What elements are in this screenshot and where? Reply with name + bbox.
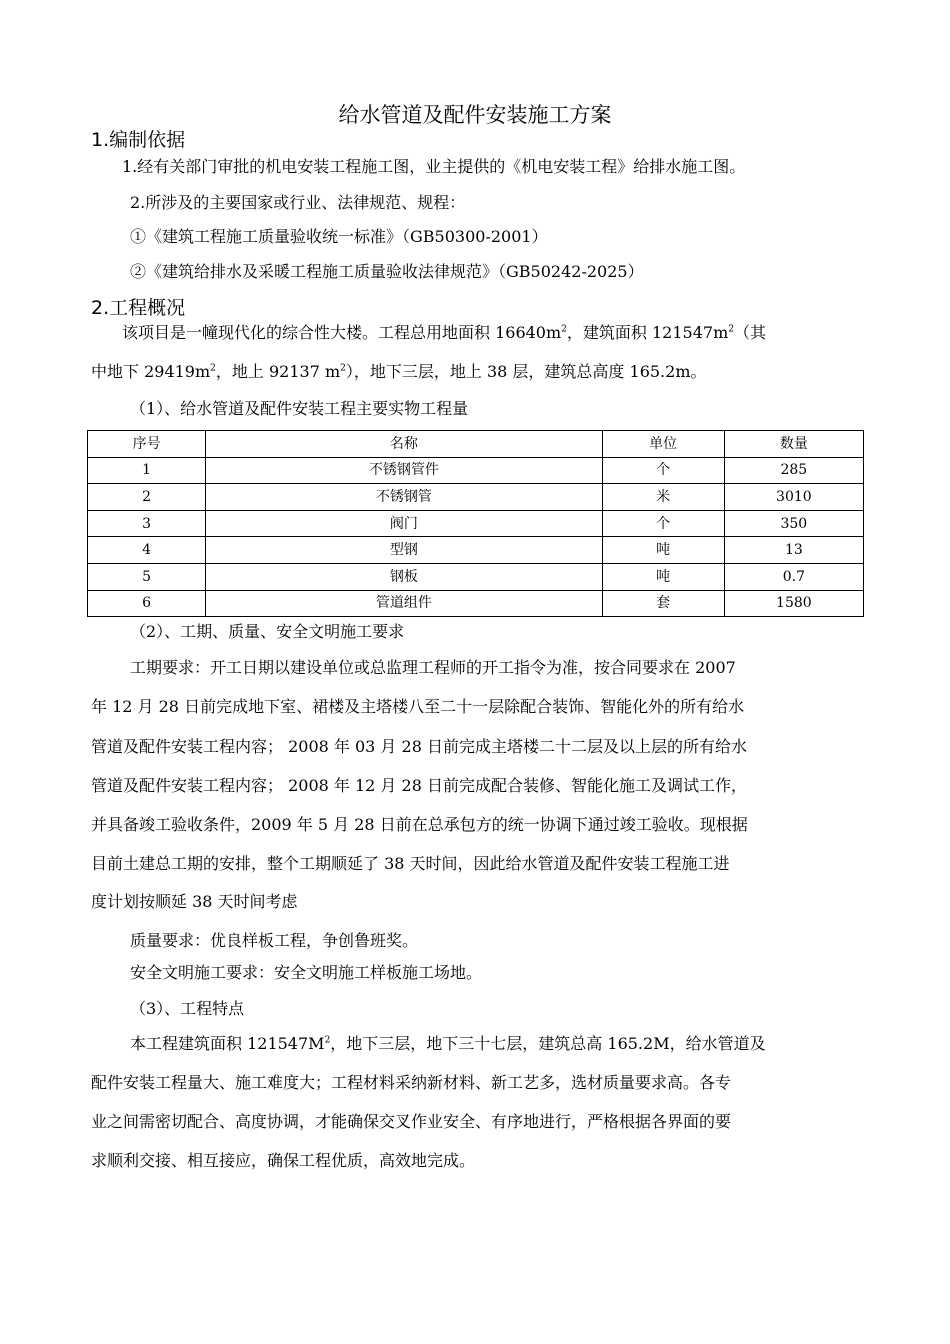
schedule-line-2: 年 12 月 28 日前完成地下室、裙楼及主塔楼八至二十一层除配合装饰、智能化外的所有给水 [91,697,745,716]
subheading-quantities: （1）、给水管道及配件安装工程主要实物工程量 [130,399,469,418]
section-heading-basis: 1.编制依据 [91,129,186,151]
cell-quantity: 0.7 [724,563,863,590]
standard-item-1: ①《建筑工程施工质量验收统一标准》（GB50300-2001） [130,227,548,246]
cell-name: 阀门 [206,510,602,537]
schedule-line-7: 度计划按顺延 38 天时间考虑 [91,892,298,911]
cell-unit: 吨 [602,563,724,590]
cell-name: 管道组件 [206,590,602,617]
table-row [88,537,864,564]
table-row [88,563,864,590]
cell-quantity: 13 [724,537,863,564]
schedule-line-6: 目前土建总工期的安排，整个工期顺延了 38 天时间，因此给水管道及配件安装工程施工进 [91,854,730,873]
features-line-1: 本工程建筑面积 $121547M^2$，地下三层，地下三十七层，建筑总高 165.2M，给水管道及 [130,1034,766,1053]
header-cell-quantity: 数量 [724,431,863,458]
overview-line-2: 中地下 $29419m^2$，地上 92137 $m^2$），地下三层，地上 38 层，建筑总高度 165.2m。 [91,362,707,381]
cell-unit: 个 [602,457,724,484]
features-line-4: 求顺利交接、相互接应，确保工程优质，高效地完成。 [91,1151,476,1170]
subheading-requirements: （2）、工期、质量、安全文明施工要求 [130,622,405,641]
cell-quantity: 1580 [724,590,863,617]
quantities-table [87,430,864,617]
cell-quantity: 285 [724,457,863,484]
table-row [88,457,864,484]
table-header-row [88,431,864,458]
header-cell-unit: 单位 [602,431,724,458]
basis-line-1: 1.经有关部门审批的机电安装工程施工图，业主提供的《机电安装工程》给排水施工图。 [122,157,746,176]
cell-unit: 吨 [602,537,724,564]
cell-name: 不锈钢管件 [206,457,602,484]
quality-requirement: 质量要求：优良样板工程，争创鲁班奖。 [130,931,419,950]
table-row [88,590,864,617]
cell-unit: 米 [602,484,724,511]
document-title: 给水管道及配件安装施工方案 [338,103,612,127]
standard-item-2: ②《建筑给排水及采暖工程施工质量验收法律规范》（GB50242-2025） [130,262,644,281]
header-cell-index: 序号 [88,431,206,458]
subheading-features: （3）、工程特点 [130,999,245,1018]
cell-name: 型钢 [206,537,602,564]
header-cell-name: 名称 [206,431,602,458]
safety-requirement: 安全文明施工要求：安全文明施工样板施工场地。 [130,963,483,982]
overview-line-1: 该项目是一幢现代化的综合性大楼。工程总用地面积 $16640m^2$，建筑面积 $121547m^2$（其 [122,323,766,342]
schedule-line-3: 管道及配件安装工程内容； 2008 年 03 月 28 日前完成主塔楼二十二层及以上层的所有给水 [91,737,747,756]
cell-index: 1 [88,457,206,484]
cell-index: 3 [88,510,206,537]
schedule-line-4: 管道及配件安装工程内容； 2008 年 12 月 28 日前完成配合装修、智能化施工及调试工作， [91,776,747,795]
cell-index: 4 [88,537,206,564]
cell-name: 钢板 [206,563,602,590]
table-row [88,510,864,537]
cell-index: 5 [88,563,206,590]
section-heading-overview: 2.工程概况 [91,297,186,319]
schedule-line-1: 工期要求：开工日期以建设单位或总监理工程师的开工指令为准，按合同要求在 2007 [130,658,736,677]
cell-unit: 个 [602,510,724,537]
cell-name: 不锈钢管 [206,484,602,511]
cell-index: 2 [88,484,206,511]
basis-line-2: 2.所涉及的主要国家或行业、法律规范、规程： [130,193,466,212]
schedule-line-5: 并具备竣工验收条件，2009 年 5 月 28 日前在总承包方的统一协调下通过竣工验收。现根据 [91,815,748,834]
cell-quantity: 3010 [724,484,863,511]
cell-quantity: 350 [724,510,863,537]
cell-index: 6 [88,590,206,617]
features-line-3: 业之间需密切配合、高度协调，才能确保交叉作业安全、有序地进行，严格根据各界面的要 [91,1112,732,1131]
table-row [88,484,864,511]
features-line-2: 配件安装工程量大、施工难度大；工程材料采纳新材料、新工艺多，选材质量要求高。各专 [91,1073,732,1092]
cell-unit: 套 [602,590,724,617]
